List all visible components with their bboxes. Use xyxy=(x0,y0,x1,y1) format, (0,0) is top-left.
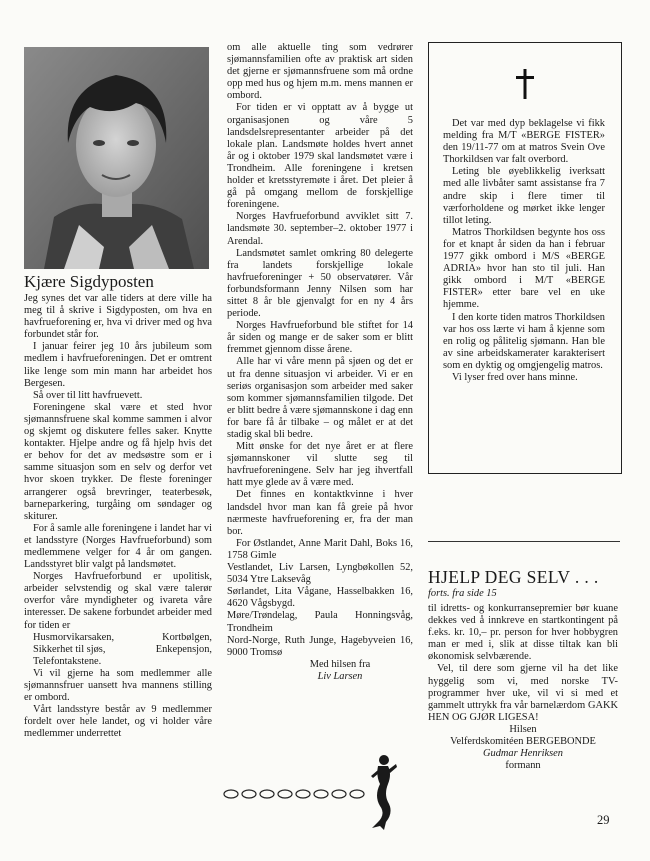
paragraph: til idretts- og konkurransepremier bør kuane dekkes ved å innkreve en startkontingent på f.eks. kr. 10,– pr. person for hver hobbygren man er med i, slik at disse tiltak kan bli økonomisk selvbærende. xyxy=(428,603,618,663)
obituary-text xyxy=(443,118,605,384)
mermaid-icon xyxy=(366,752,400,830)
paragraph: Vel, til dere som gjerne vil ha det like hyggelig som vi, med norske TV-programmer hver uke, vil vi si med et gammelt uttrykk fra vår barnelærdom GAKK HEN OG GJØR LIGESA! xyxy=(428,663,618,723)
paragraph: For tiden er vi opptatt av å bygge ut organisasjonen og våre 5 landsdelsrepresentanter arbeider på det lokale plan. Landsmøte holdes hvert annet år og i oktober 1979 skal landsmøtet være i Trondheim. Alle foreningene i kretsen holder et kretsstyremøte i året. Det pleier å gå på omgang mellom de forskjellige foreningene. xyxy=(227,102,413,211)
paragraph: Det var med dyp beklagelse vi fikk melding fra M/T «BERGE FISTER» den 19/11-77 om at matros Svein Ove Thorkildsen var falt overbord. xyxy=(443,118,605,166)
page-number: 29 xyxy=(597,813,610,827)
portrait-photo xyxy=(24,47,209,269)
list-item: Kortbølgen, xyxy=(162,631,212,643)
paragraph: I den korte tiden matros Thorkildsen var hos oss lærte vi ham å kjenne som en rolig og pålitelig sjømann. Han ble av sine arbeidskamerater karakterisert som en dyktig og omgjengelig matros. xyxy=(443,311,605,371)
paragraph: Vårt landsstyre består av 9 medlemmer fordelt over hele landet, og vi holder våre medlemmer underrettet xyxy=(24,704,212,740)
section-divider xyxy=(428,541,620,542)
paragraph: Vi lyser fred over hans minne. xyxy=(452,371,578,383)
continued-from-label: forts. fra side 15 xyxy=(428,588,497,599)
list-item: Sikkerhet til sjøs, xyxy=(33,643,106,655)
paragraph: Norges Havfrueforbund avviklet sitt 7. landsmøte 30. september–2. oktober 1977 i Arendal. xyxy=(227,211,413,247)
cross-icon xyxy=(514,67,536,106)
issues-list xyxy=(24,632,212,668)
paragraph: Jeg synes det var alle tiders at dere ville ha meg til å skrive i Sigdyposten, om hva en havfrueforening er, hva vi driver med og hva forbundet står for. xyxy=(24,293,212,341)
paragraph: I januar feirer jeg 10 års jubileum som medlem i havfrueforeningen. Det er omtrent like lenge som min mann har arbeidet hos Bergesen. xyxy=(24,341,212,389)
paragraph: Matros Thorkildsen begynte hos oss for et knapt år siden da han i februar 1977 gikk ombord i M/S «BERGE ADRIA» hvor han sto til juli. Han gikk ombord i M/T «BERGE FISTER» etter bare vel en uke hjemme. xyxy=(443,226,605,311)
paragraph: Norges Havfrueforbund er upolitisk, arbeider selvstendig og skal være talerør overfor våre myndigheter og ivareta våre interesser. De sakene forbundet arbeider med for tiden er xyxy=(24,571,212,631)
letter-heading: Kjære Sigdyposten xyxy=(24,272,154,291)
paragraph: Det finnes en kontaktkvinne i hver landsdel hvor man kan få greie på hvor nærmeste havfrueforening er, fra der man bor. xyxy=(227,489,413,537)
list-item: Husmorvikarsaken, xyxy=(33,631,115,643)
signer-role: formann xyxy=(505,760,541,772)
paragraph: Foreningene skal være et sted hvor sjømannsfruene skal komme sammen i alvor og skjemt og diskutere felles saker. Knytte kontakter. Hjelpe andre og få hjelp hvis det er behov for det av medsøstre som er i samme situasjon som en selv og derfor vet hvor skoen trykker. De fleste foreninger arrangerer også brevringer, teaterbesøk, barneparkering, turgåing om søndager og skiturer. xyxy=(24,401,212,522)
paragraph: For å samle alle foreningene i landet har vi et landsstyre (Norges Havfrueforbund) som medlemmene velger for 4 år om gangen. Landsstyret blir valgt på landsmøtet. xyxy=(24,522,212,571)
continued-column xyxy=(428,603,618,772)
paragraph: Så over til litt havfruevett. xyxy=(33,389,143,401)
greeting: Hilsen xyxy=(509,723,537,735)
paragraph: Norges Havfrueforbund ble stiftet for 14 år siden og mange er de saker som er blitt fremmet gjennom disse årene. xyxy=(227,320,413,356)
organization: Velferdskomitéen BERGEBONDE xyxy=(450,736,596,748)
signer-name: Gudmar Henriksen xyxy=(483,748,563,760)
paragraph: Vi vil gjerne ha som medlemmer alle sjømannsfruer uansett hva mannens stilling er ombord. xyxy=(24,667,212,704)
signature: Liv Larsen xyxy=(317,670,363,682)
obituary-box xyxy=(428,42,622,474)
paragraph: Alle har vi våre menn på sjøen og det er ut fra denne situasjon vi arbeider. Vi er en seriøs organisasjon som arbeider med saker som kommer sjømannsfamilien tilgode. Det er blitt bedre å være sjømannskone i dag enn for bare få år tilbake – og målet er at det stadig skal bli bedre. xyxy=(227,356,413,440)
paragraph: Leting ble øyeblikkelig iverksatt med alle livbåter samt assistanse fra 7 andre skip i flere timer til værforholdene og mørket ikke lenger tillot leting. xyxy=(443,166,605,226)
ornament-divider xyxy=(222,787,390,801)
paragraph: om alle aktuelle ting som vedrører sjømannsfamilien ofte av praktisk art siden det gjerne er sjømannsfruene som må ordne opp med hus og hjem m.m. mens mannen er ombord. xyxy=(227,42,413,102)
contact-entry: Nord-Norge, Ruth Junge, Hagebyveien 16, 9000 Tromsø xyxy=(227,634,413,658)
paragraph: Landsmøtet samlet omkring 80 delegerte fra landets forskjellige lokale havfrueforeninger + 50 observatører. Vår forbundsformann Jenny Nilsen som har sittet 8 år ble gjenvalgt for en ny 4 års periode. xyxy=(227,247,413,320)
paragraph: Mitt ønske for det nye året er at flere sjømannskoner vil slutte seg til havfrueforeningene. Selv har jeg ihvertfall hatt mye glede av å være med. xyxy=(227,441,413,489)
continued-heading: HJELP DEG SELV . . . xyxy=(428,567,599,587)
list-item: Enkepensjon, xyxy=(155,643,212,655)
letter-column-1 xyxy=(24,293,212,740)
contact-entry: For Østlandet, Anne Marit Dahl, Boks 16, 1758 Gimle xyxy=(227,537,413,561)
contact-entry: Vestlandet, Liv Larsen, Lyngbøkollen 52, 5034 Ytre Laksevåg xyxy=(227,562,413,586)
contact-entry: Møre/Trøndelag, Paula Honningsvåg, Trondheim xyxy=(227,610,413,634)
contact-entry: Sørlandet, Lita Vågane, Hasselbakken 16, 4620 Vågsbygd. xyxy=(227,586,413,610)
closing: Med hilsen fra xyxy=(309,658,371,670)
letter-column-2 xyxy=(227,42,413,683)
list-item: Telefontakstene. xyxy=(33,655,102,667)
